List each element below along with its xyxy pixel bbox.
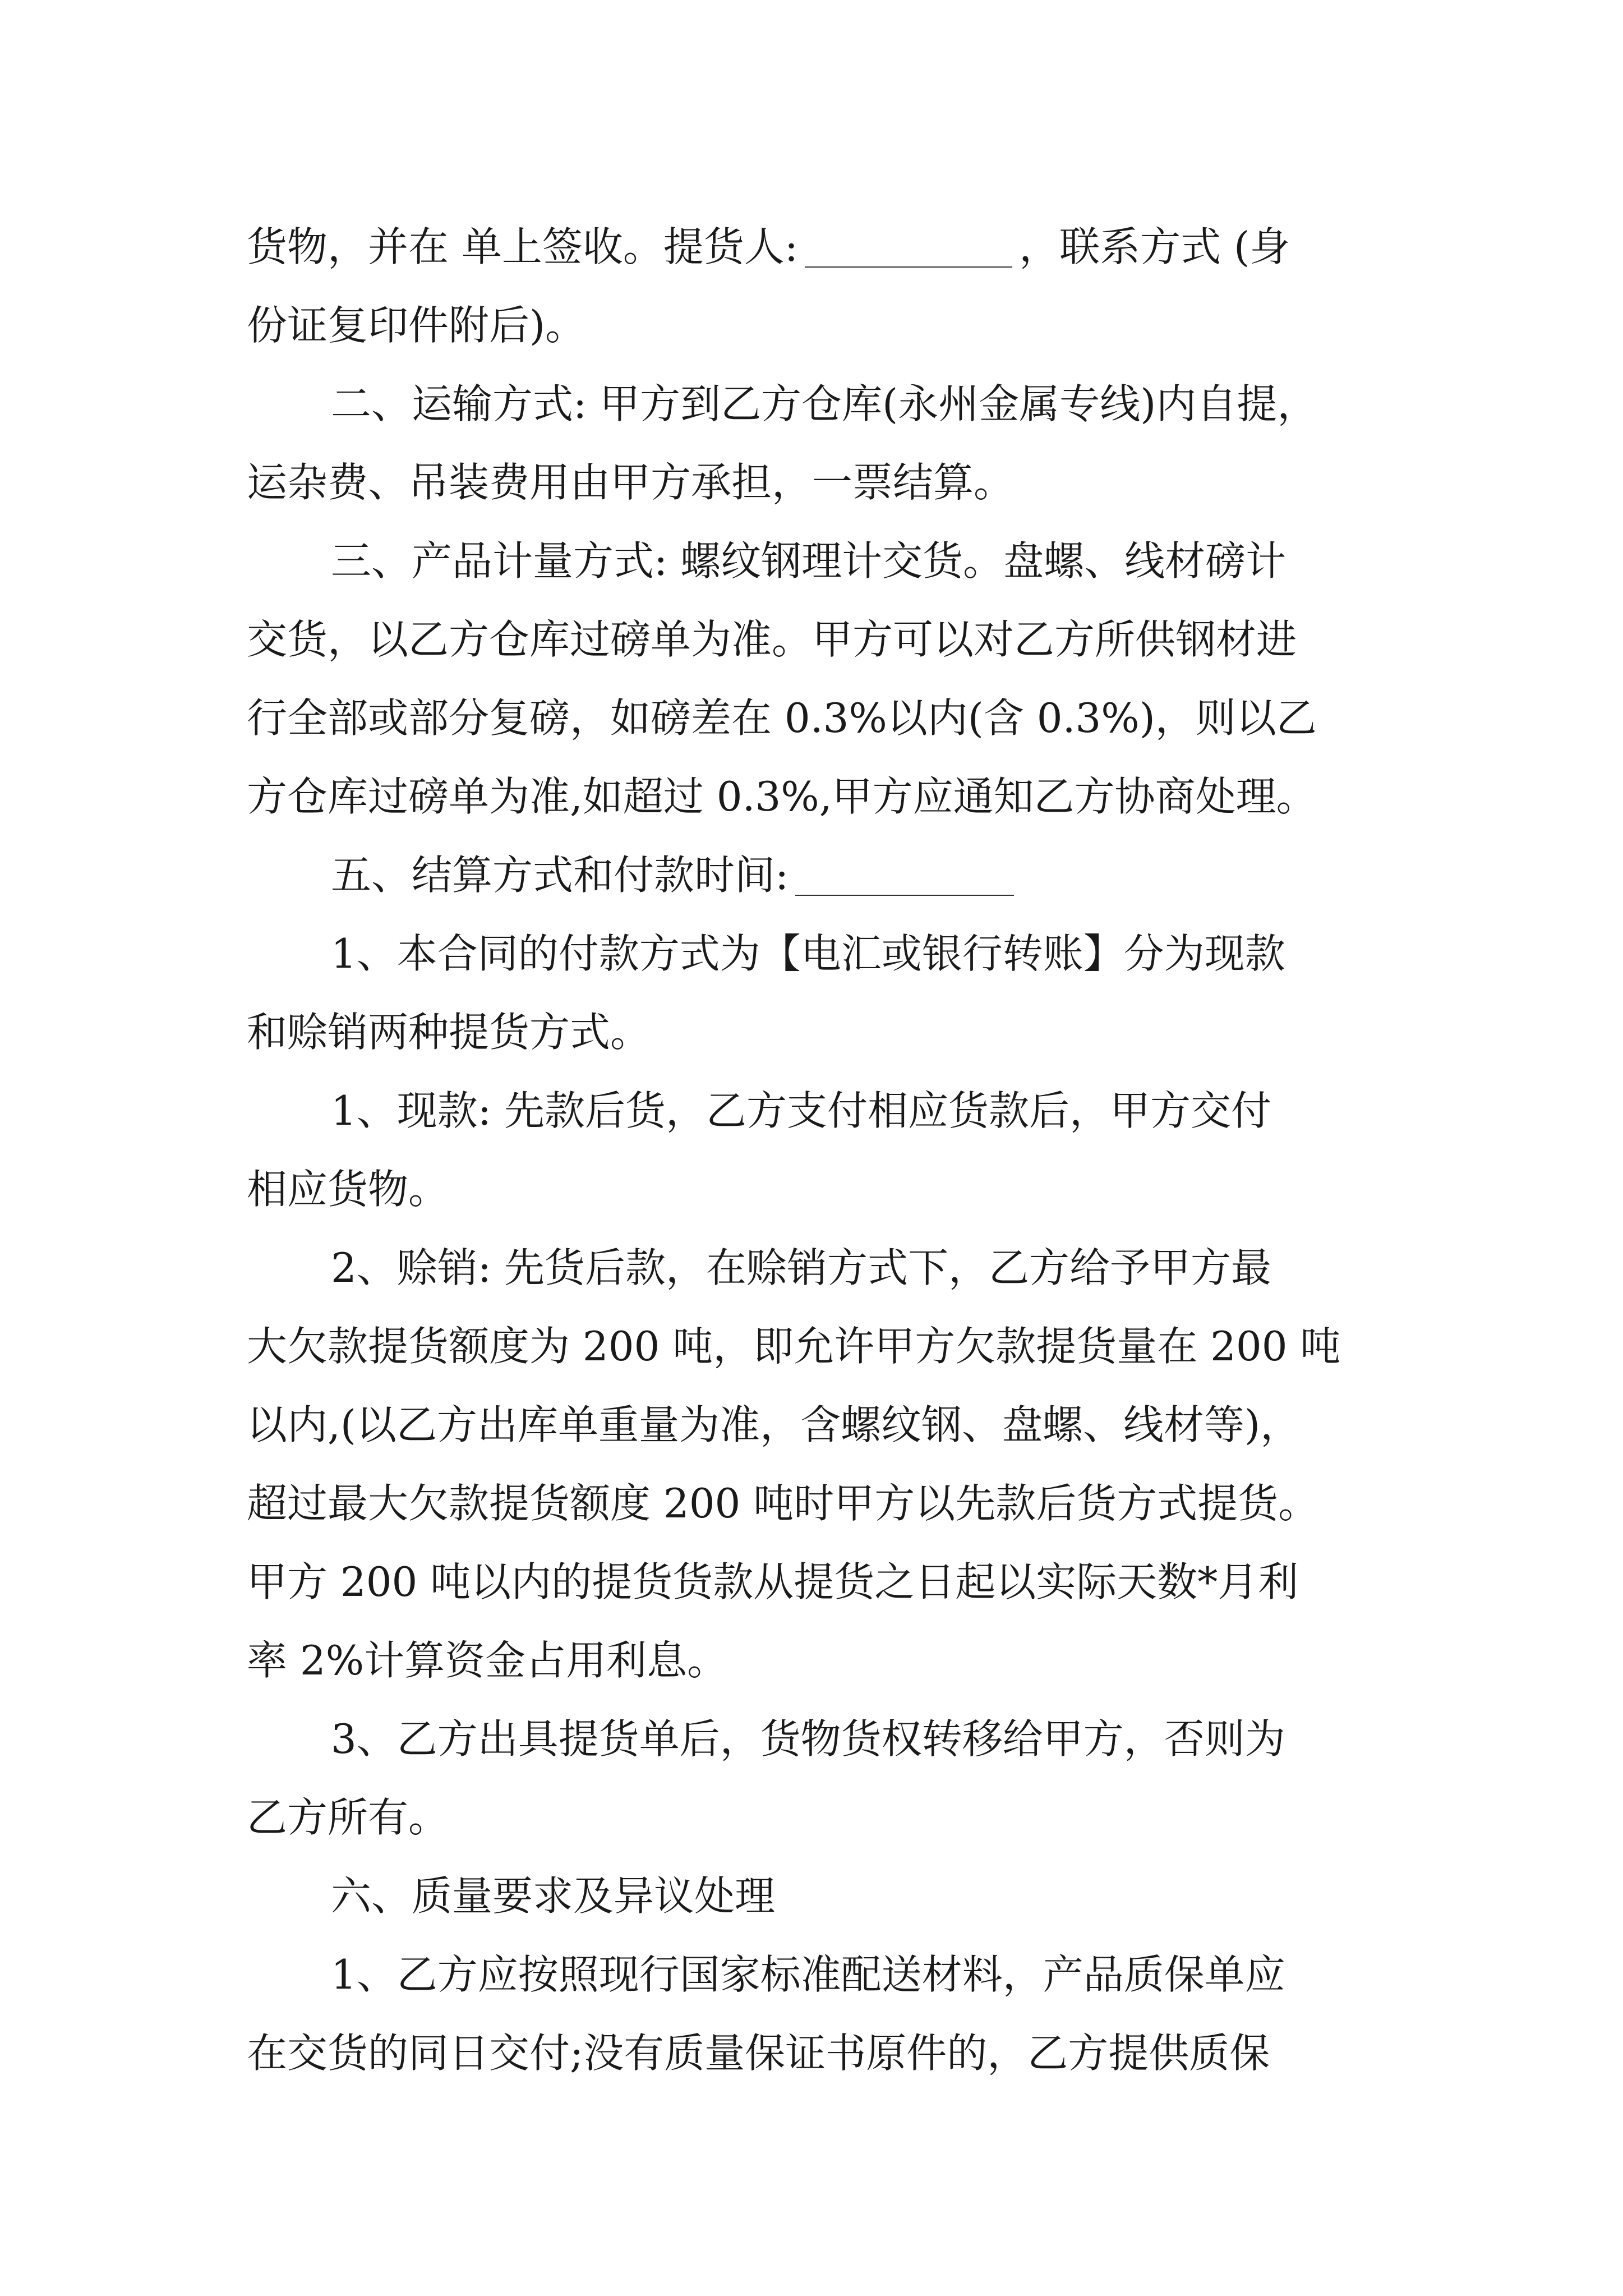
paragraph-line <box>247 993 1385 1071</box>
paragraph-line <box>247 1464 1385 1543</box>
line-text: 超过最大欠款提货额度 200 吨时甲方以先款后货方式提货。 <box>247 1480 1319 1527</box>
fill-in-blank-picker <box>805 266 1012 268</box>
paragraph-line <box>247 365 1385 443</box>
line-text: 甲方 200 吨以内的提货货款从提货之日起以实际天数*月利 <box>247 1558 1299 1605</box>
line-text: 和赊销两种提货方式。 <box>247 1009 651 1056</box>
paragraph-line <box>247 1778 1385 1857</box>
paragraph-line <box>247 1700 1385 1778</box>
line-text: 在交货的同日交付;没有质量保证书原件的，乙方提供质保 <box>247 2030 1270 2077</box>
paragraph-line <box>247 1543 1385 1621</box>
line-text: 份证复印件附后)。 <box>247 302 586 349</box>
paragraph-line <box>247 1307 1385 1386</box>
line-text: 1、现款: 先款后货，乙方支付相应货款后，甲方交付 <box>331 1087 1271 1134</box>
paragraph-line <box>247 1071 1385 1150</box>
section-heading <box>247 1857 1385 1935</box>
paragraph-line <box>247 679 1385 757</box>
paragraph-line <box>247 286 1385 365</box>
paragraph-line <box>247 1150 1385 1228</box>
paragraph-line <box>247 600 1385 679</box>
paragraph-line <box>247 522 1385 600</box>
paragraph-line <box>247 208 1385 286</box>
line-text: 2、赊销: 先货后款，在赊销方式下，乙方给予甲方最 <box>331 1244 1271 1291</box>
line-text: 1、本合同的付款方式为【电汇或银行转账】分为现款 <box>331 930 1285 977</box>
paragraph-line <box>247 1228 1385 1307</box>
line-text: 乙方所有。 <box>247 1794 449 1841</box>
line-text: 3、乙方出具提货单后，货物货权转移给甲方，否则为 <box>331 1715 1285 1763</box>
paragraph-line <box>247 836 1385 914</box>
paragraph-line <box>247 443 1385 522</box>
line-text: 方仓库过磅单为准,如超过 0.3%,甲方应通知乙方协商处理。 <box>247 773 1317 820</box>
paragraph-line <box>247 757 1385 836</box>
line-text: 二、运输方式: 甲方到乙方仓库(永州金属专线)内自提， <box>331 380 1318 427</box>
line-text: 大欠款提货额度为 200 吨，即允许甲方欠款提货量在 200 吨 <box>247 1323 1341 1370</box>
line-text: 三、产品计量方式: 螺纹钢理计交货。盘螺、线材磅计 <box>331 537 1287 585</box>
line-text: 以内,(以乙方出库单重量为准，含螺纹钢、盘螺、线材等)， <box>247 1401 1301 1448</box>
paragraph-line <box>247 1386 1385 1464</box>
line-text: 率 2%计算资金占用利息。 <box>247 1637 728 1684</box>
line-text: 行全部或部分复磅，如磅差在 0.3%以内(含 0.3%)，则以乙 <box>247 694 1317 742</box>
line-text: 货物，并在 单上签收。提货人: <box>247 223 799 270</box>
paragraph-line <box>247 914 1385 993</box>
document-body <box>247 208 1385 2092</box>
paragraph-line <box>247 2014 1385 2092</box>
line-text: 六、质量要求及异议处理 <box>331 1872 776 1920</box>
line-text: 相应货物。 <box>247 1166 449 1213</box>
fill-in-blank-payment <box>795 895 1014 896</box>
paragraph-line <box>247 1935 1385 2014</box>
line-text: 交货，以乙方仓库过磅单为准。甲方可以对乙方所供钢材进 <box>247 616 1297 663</box>
paragraph-line <box>247 1621 1385 1700</box>
line-text: 运杂费、吊装费用由甲方承担，一票结算。 <box>247 459 1015 506</box>
line-text: 1、乙方应按照现行国家标准配送材料，产品质保单应 <box>331 1951 1285 1998</box>
line-text: 五、结算方式和付款时间: <box>331 852 789 899</box>
line-text: ，联系方式 (身 <box>1019 223 1290 270</box>
